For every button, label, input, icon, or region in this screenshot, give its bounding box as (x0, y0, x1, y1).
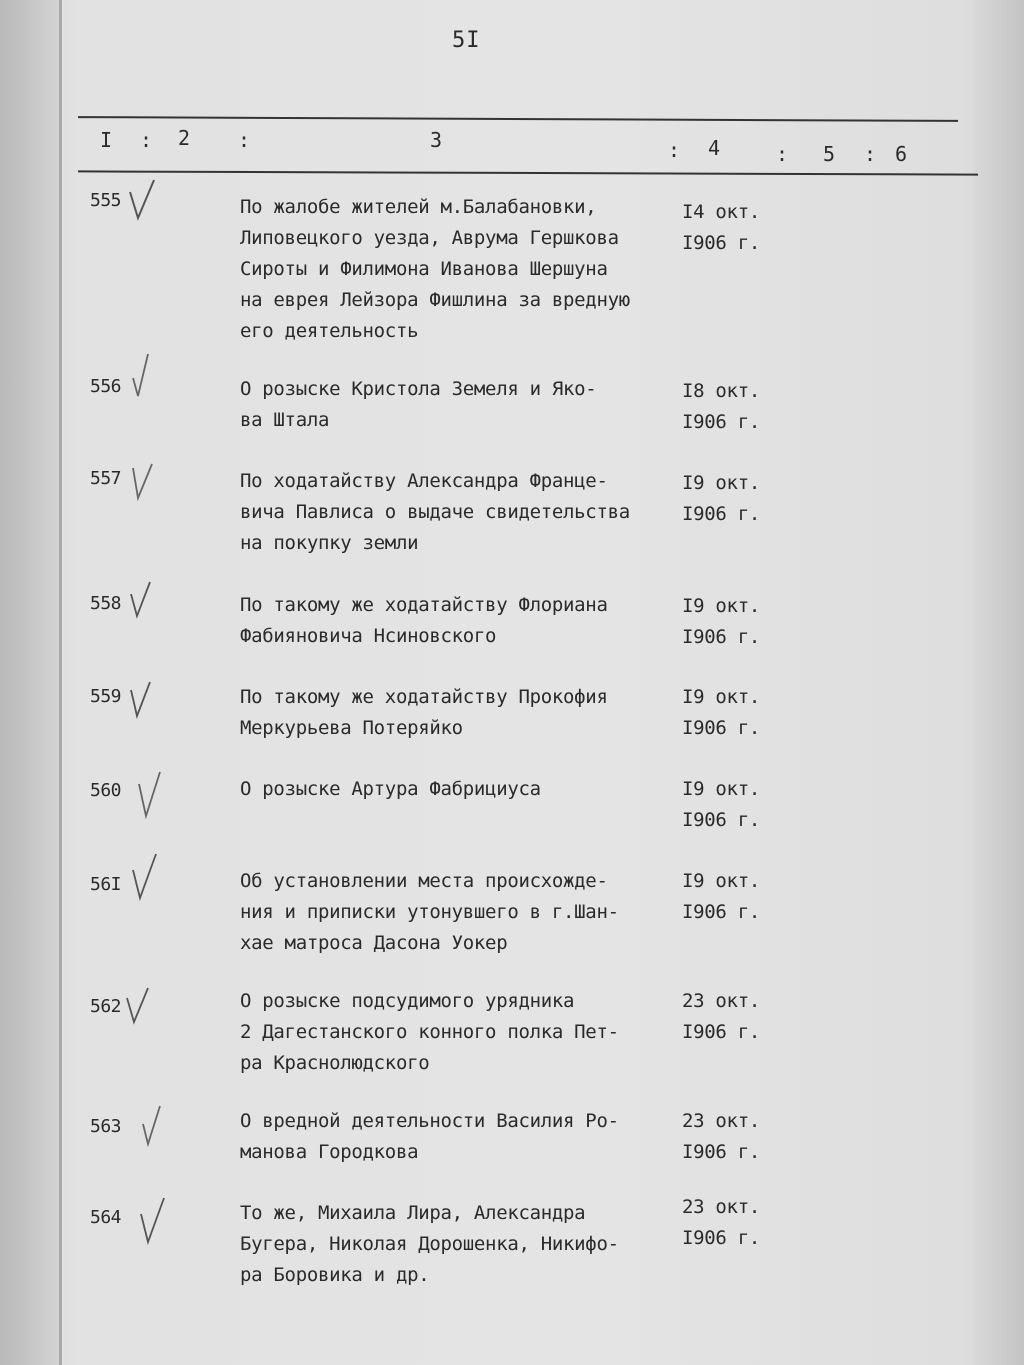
entry-date (682, 468, 760, 530)
entry-line: Сироты и Филимона Иванова Шершуна (240, 258, 608, 280)
column-separator: : (140, 128, 153, 152)
entry-line: Бугера, Николая Дорошенка, Никифо- (240, 1233, 619, 1255)
entry-line: ния и приписки утонувшего в г.Шан- (240, 901, 619, 923)
column-separator: : (864, 142, 877, 166)
date-line: I906 г. (682, 1021, 760, 1043)
date-line: I9 окт. (682, 686, 760, 708)
entry-line: 2 Дагестанского конного полка Пет- (240, 1021, 619, 1043)
entry-line: О вредной деятельности Василия Ро- (240, 1110, 619, 1132)
date-line: I906 г. (682, 503, 760, 525)
date-line: I4 окт. (682, 201, 760, 223)
entry-line: По такому же ходатайству Флориана (240, 594, 608, 616)
date-line: I9 окт. (682, 595, 760, 617)
entry-line: Липовецкого уезда, Аврума Гершкова (240, 227, 619, 249)
entry-date (682, 682, 760, 744)
date-line: I906 г. (682, 1227, 760, 1249)
date-line: I906 г. (682, 411, 760, 433)
page-number: 5I (452, 28, 481, 53)
column-separator: : (776, 142, 789, 166)
entry-line: Меркурьева Потеряйко (240, 717, 463, 739)
checkmark-icon (128, 580, 154, 620)
entry-date (682, 1106, 760, 1168)
column-header-5: 5 (823, 142, 836, 166)
entry-date (682, 197, 760, 259)
entry-line: О розыске подсудимого урядника (240, 990, 575, 1012)
entry-date (682, 376, 760, 438)
entry-description (240, 774, 690, 805)
column-separator: : (238, 128, 251, 152)
checkmark-icon (138, 1196, 168, 1246)
entry-line: его деятельность (240, 320, 419, 342)
date-line: I9 окт. (682, 472, 760, 494)
entry-line: хае матроса Дасона Уокер (240, 932, 508, 954)
entry-date (682, 591, 760, 653)
entry-date (682, 774, 760, 836)
entry-line: манова Городкова (240, 1141, 419, 1163)
entry-description (240, 192, 690, 347)
date-line: I906 г. (682, 1141, 760, 1163)
checkmark-icon (130, 352, 154, 398)
column-header-4: 4 (708, 136, 721, 160)
entry-date (682, 866, 760, 928)
entry-number: 562 (90, 996, 122, 1017)
date-line: I906 г. (682, 232, 760, 254)
entry-description (240, 466, 690, 559)
date-line: I906 г. (682, 901, 760, 923)
checkmark-icon (136, 770, 164, 820)
entry-description (240, 682, 690, 744)
header-rule-top (78, 116, 958, 122)
column-header-3: 3 (430, 128, 443, 152)
entry-number: 560 (90, 780, 122, 801)
entry-line: на покупку земли (240, 532, 419, 554)
date-line: I9 окт. (682, 870, 760, 892)
checkmark-icon (130, 852, 160, 902)
entry-description (240, 590, 690, 652)
entry-line: Фабияновича Нсиновского (240, 625, 497, 647)
entry-line: Об установлении места происхожде- (240, 870, 608, 892)
date-line: I906 г. (682, 717, 760, 739)
page-right-edge (974, 0, 1024, 1365)
column-separator: : (668, 138, 681, 162)
entry-line: О розыске Артура Фабрициуса (240, 778, 541, 800)
entry-line: По такому же ходатайству Прокофия (240, 686, 608, 708)
entry-description (240, 1198, 690, 1291)
entry-number: 56I (90, 874, 122, 895)
date-line: I906 г. (682, 809, 760, 831)
checkmark-icon (128, 178, 158, 222)
entry-line: ра Краснолюдского (240, 1052, 430, 1074)
date-line: I906 г. (682, 626, 760, 648)
entry-number: 555 (90, 190, 122, 211)
checkmark-icon (140, 1104, 164, 1148)
entry-line: на еврея Лейзора Фишлина за вредную (240, 289, 630, 311)
entry-description (240, 866, 690, 959)
entry-number: 563 (90, 1116, 122, 1137)
date-line: 23 окт. (682, 1110, 760, 1132)
entry-line: То же, Михаила Лира, Александра (240, 1202, 586, 1224)
entry-line: По жалобе жителей м.Балабановки, (240, 196, 597, 218)
column-header-2: 2 (178, 126, 191, 150)
entry-number: 564 (90, 1207, 122, 1228)
entry-description (240, 374, 690, 436)
checkmark-icon (124, 986, 152, 1026)
entry-number: 557 (90, 468, 122, 489)
entry-line: О розыске Кристола Земеля и Яко- (240, 378, 597, 400)
page-binding-edge (0, 0, 62, 1365)
entry-number: 559 (90, 686, 122, 707)
entry-number: 556 (90, 376, 122, 397)
column-header-6: 6 (895, 142, 908, 166)
date-line: 23 окт. (682, 990, 760, 1012)
entry-description (240, 986, 690, 1079)
checkmark-icon (130, 460, 156, 502)
entry-number: 558 (90, 593, 122, 614)
entry-date (682, 1192, 760, 1254)
date-line: 23 окт. (682, 1196, 760, 1218)
entry-date (682, 986, 760, 1048)
entry-line: По ходатайству Александра Франце- (240, 470, 608, 492)
entry-description (240, 1106, 690, 1168)
column-header-1: I (100, 128, 113, 152)
date-line: I9 окт. (682, 778, 760, 800)
header-rule-bottom (78, 170, 978, 175)
entry-line: ра Боровика и др. (240, 1264, 430, 1286)
entry-line: ва Штала (240, 409, 330, 431)
entry-line: вича Павлиса о выдаче свидетельства (240, 501, 630, 523)
checkmark-icon (128, 680, 154, 720)
date-line: I8 окт. (682, 380, 760, 402)
